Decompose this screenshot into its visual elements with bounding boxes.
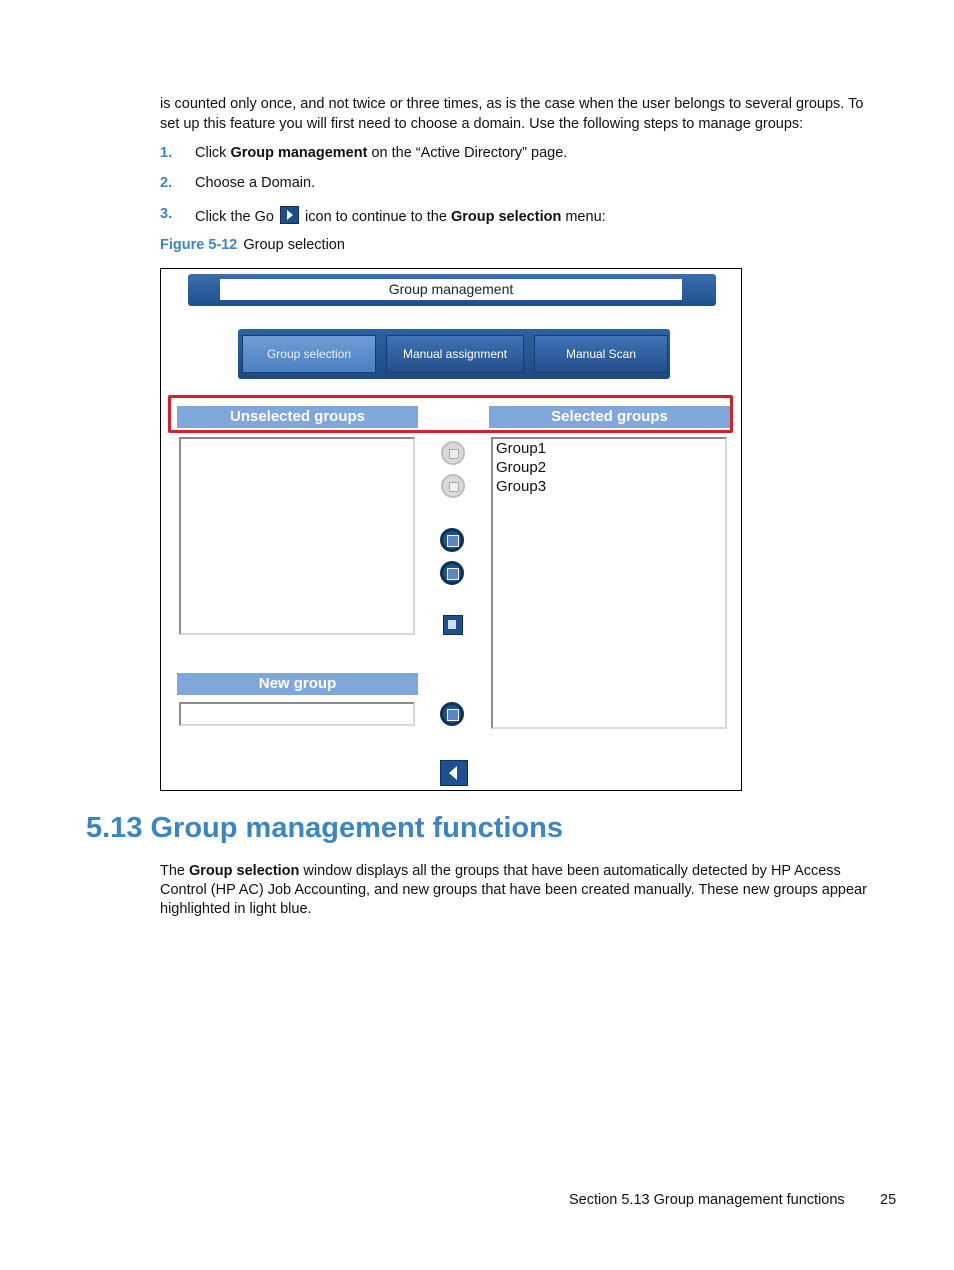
add-all-groups-icon[interactable] bbox=[441, 474, 465, 498]
section-para-bold: Group selection bbox=[189, 863, 300, 879]
list-item[interactable]: Group2 bbox=[496, 459, 547, 476]
new-group-header: New group bbox=[177, 673, 418, 695]
list-item[interactable]: Group3 bbox=[496, 478, 547, 495]
unselected-groups-list[interactable] bbox=[179, 437, 415, 635]
group-selection-figure bbox=[160, 268, 742, 791]
tab-group-selection[interactable]: Group selection bbox=[242, 335, 376, 373]
back-icon[interactable] bbox=[440, 760, 468, 786]
step-3-pre: Click the Go bbox=[195, 209, 278, 225]
remove-group-icon[interactable] bbox=[440, 528, 464, 552]
step-1-pre: Click bbox=[195, 145, 231, 161]
step-3-mid: icon to continue to the bbox=[301, 209, 451, 225]
group-management-titlebar bbox=[188, 274, 716, 306]
page-number: 25 bbox=[880, 1192, 897, 1208]
section-para-pre: The bbox=[160, 863, 190, 879]
step-2-number: 2. bbox=[160, 175, 173, 191]
figure-caption bbox=[160, 237, 345, 253]
section-heading: 5.13 Group management functions bbox=[86, 812, 563, 844]
step-1-bold: Group management bbox=[230, 145, 368, 161]
step-3-post: menu: bbox=[561, 209, 606, 225]
group-management-title: Group management bbox=[220, 279, 682, 300]
step-2-pre: Choose a Domain. bbox=[195, 175, 316, 191]
new-group-input[interactable] bbox=[179, 702, 415, 726]
footer-section-label: Section 5.13 Group management functions bbox=[569, 1192, 845, 1208]
step-3-bold: Group selection bbox=[450, 209, 562, 225]
tab-manual-scan[interactable]: Manual Scan bbox=[534, 335, 668, 373]
unselected-groups-header: Unselected groups bbox=[177, 406, 418, 428]
step-2-text bbox=[195, 175, 315, 191]
tab-manual-assignment[interactable]: Manual assignment bbox=[386, 335, 524, 373]
step-3-number: 3. bbox=[160, 206, 173, 222]
step-1-number: 1. bbox=[160, 145, 173, 161]
remove-all-groups-icon[interactable] bbox=[440, 561, 464, 585]
add-group-icon[interactable] bbox=[441, 441, 465, 465]
intro-line-1: is counted only once, and not twice or three times, as is the case when the user belongs to several groups. To bbox=[160, 96, 864, 112]
list-item[interactable]: Group1 bbox=[496, 440, 547, 457]
delete-group-icon[interactable] bbox=[443, 615, 463, 635]
step-1-post: on the “Active Directory” page. bbox=[367, 145, 568, 161]
selected-groups-header: Selected groups bbox=[489, 406, 730, 428]
tab-bar bbox=[238, 329, 670, 379]
section-para-line-2: Control (HP AC) Job Accounting, and new groups that have been created manually. These new groups appear bbox=[160, 882, 867, 898]
section-para-line-3: highlighted in light blue. bbox=[160, 901, 312, 917]
step-3-text bbox=[195, 206, 606, 225]
selected-groups-list[interactable] bbox=[491, 437, 727, 729]
go-icon bbox=[280, 206, 299, 224]
figure-caption-text: Group selection bbox=[243, 237, 345, 253]
section-para-line-1 bbox=[160, 862, 841, 882]
figure-label: Figure 5-12 bbox=[160, 237, 238, 253]
section-para-l1: window displays all the groups that have been automatically detected by HP Access bbox=[299, 863, 841, 879]
intro-line-2: set up this feature you will first need to choose a domain. Use the following steps to manage groups: bbox=[160, 116, 804, 132]
add-new-group-icon[interactable] bbox=[440, 702, 464, 726]
step-1-text bbox=[195, 145, 567, 161]
